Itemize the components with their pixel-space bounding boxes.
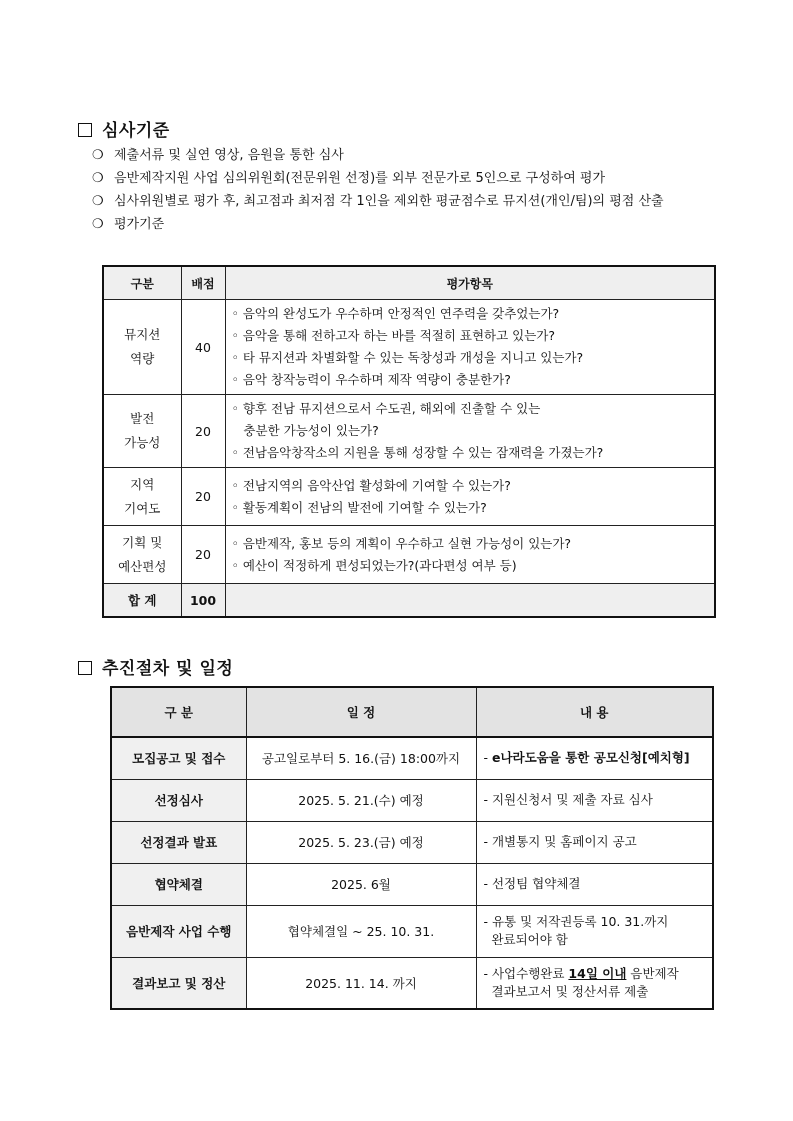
stage-desc: - 지원신청서 및 제출 자료 심사 xyxy=(476,779,713,821)
total-empty-cell xyxy=(225,584,715,618)
stage-date: 2025. 11. 14. 까지 xyxy=(246,957,476,1009)
total-score: 100 xyxy=(181,584,225,618)
stage-desc: - 개별통지 및 홈페이지 공고 xyxy=(476,821,713,863)
list-item: ❍ 음반제작지원 사업 심의위원회(전문위원 선정)를 외부 전문가로 5인으로 구성하여 평가 xyxy=(92,167,732,190)
table-row xyxy=(103,468,715,526)
stage-name: 음반제작 사업 수행 xyxy=(111,905,246,957)
stage-name: 선정심사 xyxy=(111,779,246,821)
circle-bullet-icon: ❍ xyxy=(92,148,104,163)
list-item: ❍ 심사위원별로 평가 후, 최고점과 최저점 각 1인을 제외한 평균점수로 뮤지션(개인/팀)의 평점 산출 xyxy=(92,190,732,213)
category-cell: 뮤지션 역량 xyxy=(103,300,181,395)
stage-date: 2025. 5. 21.(수) 예정 xyxy=(246,779,476,821)
circle-bullet-icon: ❍ xyxy=(92,171,104,186)
total-row xyxy=(103,584,715,618)
stage-name: 선정결과 발표 xyxy=(111,821,246,863)
section-title-review-criteria: 심사기준 xyxy=(78,116,170,141)
stage-desc: - 사업수행완료 14일 이내 음반제작 결과보고서 및 정산서류 제출 xyxy=(476,957,713,1009)
stage-desc: - 유통 및 저작권등록 10. 31.까지 완료되어야 함 xyxy=(476,905,713,957)
header-content: 내 용 xyxy=(476,687,713,737)
table-header-row xyxy=(103,266,715,300)
category-cell: 지역 기여도 xyxy=(103,468,181,526)
table-row xyxy=(111,957,713,1009)
header-category: 구 분 xyxy=(111,687,246,737)
table-row xyxy=(111,737,713,779)
table-row xyxy=(111,779,713,821)
table-row xyxy=(103,526,715,584)
schedule-table xyxy=(110,686,714,1010)
table-row xyxy=(111,905,713,957)
circle-bullet-icon: ❍ xyxy=(92,217,104,232)
header-score: 배점 xyxy=(181,266,225,300)
evaluation-criteria-table xyxy=(102,265,716,618)
category-cell: 기획 및 예산편성 xyxy=(103,526,181,584)
score-cell: 20 xyxy=(181,526,225,584)
score-cell: 40 xyxy=(181,300,225,395)
header-date: 일 정 xyxy=(246,687,476,737)
items-cell: ◦ 향후 전남 뮤지션으로서 수도권, 해외에 진출할 수 있는 충분한 가능성이 있는가? ◦ 전남음악창작소의 지원을 통해 성장할 수 있는 잠재력을 가졌는가? xyxy=(225,395,715,468)
header-items: 평가항목 xyxy=(225,266,715,300)
stage-name: 결과보고 및 정산 xyxy=(111,957,246,1009)
checkbox-square-icon xyxy=(78,123,92,137)
items-cell: ◦ 전남지역의 음악산업 활성화에 기여할 수 있는가? ◦ 활동계획이 전남의 발전에 기여할 수 있는가? xyxy=(225,468,715,526)
score-cell: 20 xyxy=(181,395,225,468)
items-cell: ◦ 음악의 완성도가 우수하며 안정적인 연주력을 갖추었는가? ◦ 음악을 통해 전하고자 하는 바를 적절히 표현하고 있는가? ◦ 타 뮤지션과 차별화할 수 있는 독창성과 개성을 지니고 있는가? ◦ 음악 창작능력이 우수하며 제작 역량이 충분한가? xyxy=(225,300,715,395)
criteria-bullet-list xyxy=(92,144,732,236)
category-cell: 발전 가능성 xyxy=(103,395,181,468)
header-category: 구분 xyxy=(103,266,181,300)
total-label: 합 계 xyxy=(103,584,181,618)
score-cell: 20 xyxy=(181,468,225,526)
section-title-schedule: 추진절차 및 일정 xyxy=(78,654,233,679)
stage-name: 모집공고 및 접수 xyxy=(111,737,246,779)
stage-desc: - e나라도움을 통한 공모신청[예치형] xyxy=(476,737,713,779)
circle-bullet-icon: ❍ xyxy=(92,194,104,209)
stage-date: 협약체결일 ~ 25. 10. 31. xyxy=(246,905,476,957)
items-cell: ◦ 음반제작, 홍보 등의 계획이 우수하고 실현 가능성이 있는가? ◦ 예산이 적정하게 편성되었는가?(과다편성 여부 등) xyxy=(225,526,715,584)
stage-name: 협약체결 xyxy=(111,863,246,905)
table-header-row xyxy=(111,687,713,737)
table-row xyxy=(111,821,713,863)
stage-date: 2025. 6월 xyxy=(246,863,476,905)
list-item: ❍ 제출서류 및 실연 영상, 음원을 통한 심사 xyxy=(92,144,732,167)
table-row xyxy=(111,863,713,905)
table-row xyxy=(103,395,715,468)
stage-date: 공고일로부터 5. 16.(금) 18:00까지 xyxy=(246,737,476,779)
stage-desc: - 선정팀 협약체결 xyxy=(476,863,713,905)
list-item: ❍ 평가기준 xyxy=(92,213,732,236)
checkbox-square-icon xyxy=(78,661,92,675)
table-row xyxy=(103,300,715,395)
stage-date: 2025. 5. 23.(금) 예정 xyxy=(246,821,476,863)
